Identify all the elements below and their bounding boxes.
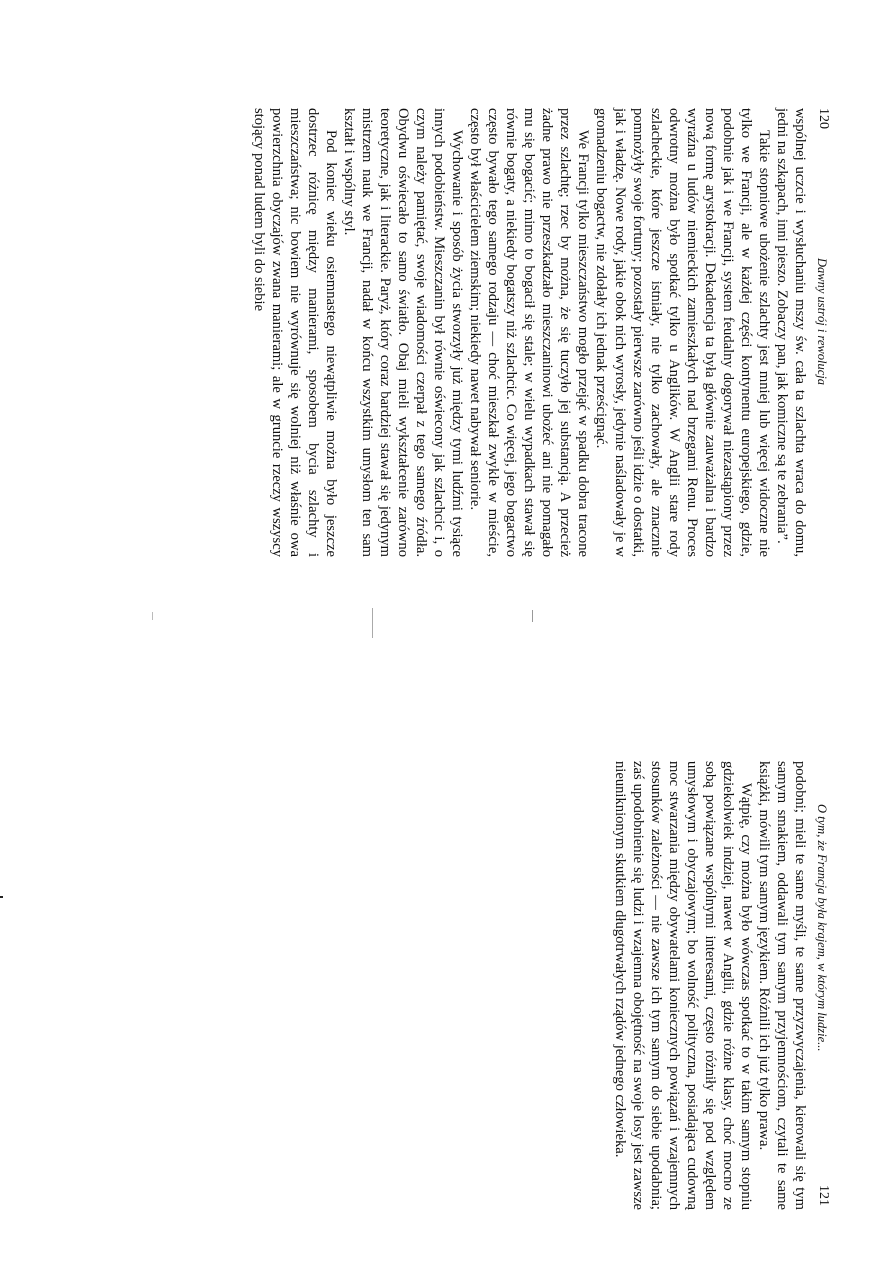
body-text	[610, 761, 809, 1210]
paragraph: Wychowanie i sposób życia stworzyły już między tymi ludźmi tysiące innych podobieństw. Mieszczanin był równie oświecony jak szlachcic i, o czym należy pamiętać, swoje wiadomości czerpał z tego samego źródła. Obydwu oświecało to samo światło. Obaj mieli wykształcenie zarówno teoretyczne, jak i literackie. Paryż, który coraz bardziej stawał się jedynym mistrzem nauk we Francji, nadał w końcu wszystkim umysłom ten sam kształt i wspólny styl.	[340, 108, 466, 557]
paragraph: Pod koniec wieku osiemnastego niewątpliwie można było jeszcze dostrzec różnicę między manierami, sposobem bycia szlachty i mieszczaństwa; nic bowiem nie wyrównuje się wolniej niż właśnie owa powierzchnia obyczajów zwana manierami; ale w gruncie rzeczy wszyscy stojący ponad ludem byli do siebie	[250, 108, 339, 557]
scan-speck	[152, 612, 153, 620]
paragraph: podobni; mieli te same myśli, te same przyzwyczajenia, kierowali się tym samym smakiem, oddawali tym samym przyjemnościom, czytali te same książki, mówili tym samym językiem. Różnili ich już tylko prawa.	[755, 761, 808, 1210]
scan-speck	[532, 610, 533, 622]
scan-speck	[0, 896, 3, 898]
running-head: O tym, że Francja była krajem, w którym ludzie...	[815, 804, 829, 1052]
paragraph: We Francji tylko mieszczaństwo mogło przejąć w spadku dobra tracone przez szlachtę; rzec by można, że się tuczyło jej substancją. A przecież żadne prawo nie przeszkadzało mieszczaninowi ubożeć ani nie pomagało mu się bogacić; mimo to bogacił się stale; w wielu wypadkach stawał się równie bogaty, a niekiedy bogatszy niż szlachcic. Co więcej, jego bogactwo często bywało tego samego rodzaju — choć mieszkał zwykle w mieście, często był właścicielem ziemskim; niekiedy nawet nabywał seniorie.	[467, 108, 592, 557]
page-number: 121	[816, 1185, 831, 1206]
paragraph: wspólnej uczcie i wysłuchaniu mszy św. cała ta szlachta wraca do domu, jedni na szkapach, inni pieszo. Zobaczy pan, jak komiczne są te zebrania”.	[773, 108, 808, 557]
running-head: Dawny ustrój i rewolucja	[815, 258, 829, 385]
right-page	[0, 633, 893, 1263]
paragraph: Wątpię, czy można było wówczas spotkać to w takim samym stopniu gdziekolwiek indziej, nawet w Anglii, gdzie różne klasy, choć mocno ze sobą powiązane wspólnymi interesami, często różniły się pod względem umysłowym i obyczajowym; bo wolność polityczna, posiadająca cudowną moc stwarzania między obywatelami koniecznych powiązań i wzajemnych stosunków zależności — nie zawsze ich tym samym do siebie upodabnia; zaś upodobnienie się ludzi i wzajemna obojętność na swoje losy jest zawsze nieuniknionym skutkiem długotrwałych rządów jednego człowieka.	[611, 761, 754, 1210]
left-page	[0, 0, 893, 630]
page-number: 120	[816, 108, 831, 129]
scan-speck	[372, 608, 373, 638]
body-text	[250, 108, 809, 557]
paragraph: Takie stopniowe ubożenie szlachty jest mniej lub więcej widoczne nie tylko we Francji, ale w każdej części kontynentu europejskiego, gdzie, podobnie jak i we Francji, system feudalny dogorywał niezastąpiony przez nową formę arystokracji. Dekadencja ta była głównie zauważalna i bardzo wyraźna u ludów niemieckich zamieszkałych nad brzegami Renu. Proces odwrotny można było spotkać tylko u Anglików. W Anglii stare rody szlacheckie, które jeszcze istniały, nie tylko zachowały, ale znacznie pomnożyły swoje fortuny; pozostały pierwsze zarówno jeśli idzie o dostatki, jak i władzę. Nowe rody, jakie obok nich wyrosły, jedynie naśladowały je w gromadzeniu bogactw, nie zdołały ich jednak prześcignąć.	[593, 108, 772, 557]
